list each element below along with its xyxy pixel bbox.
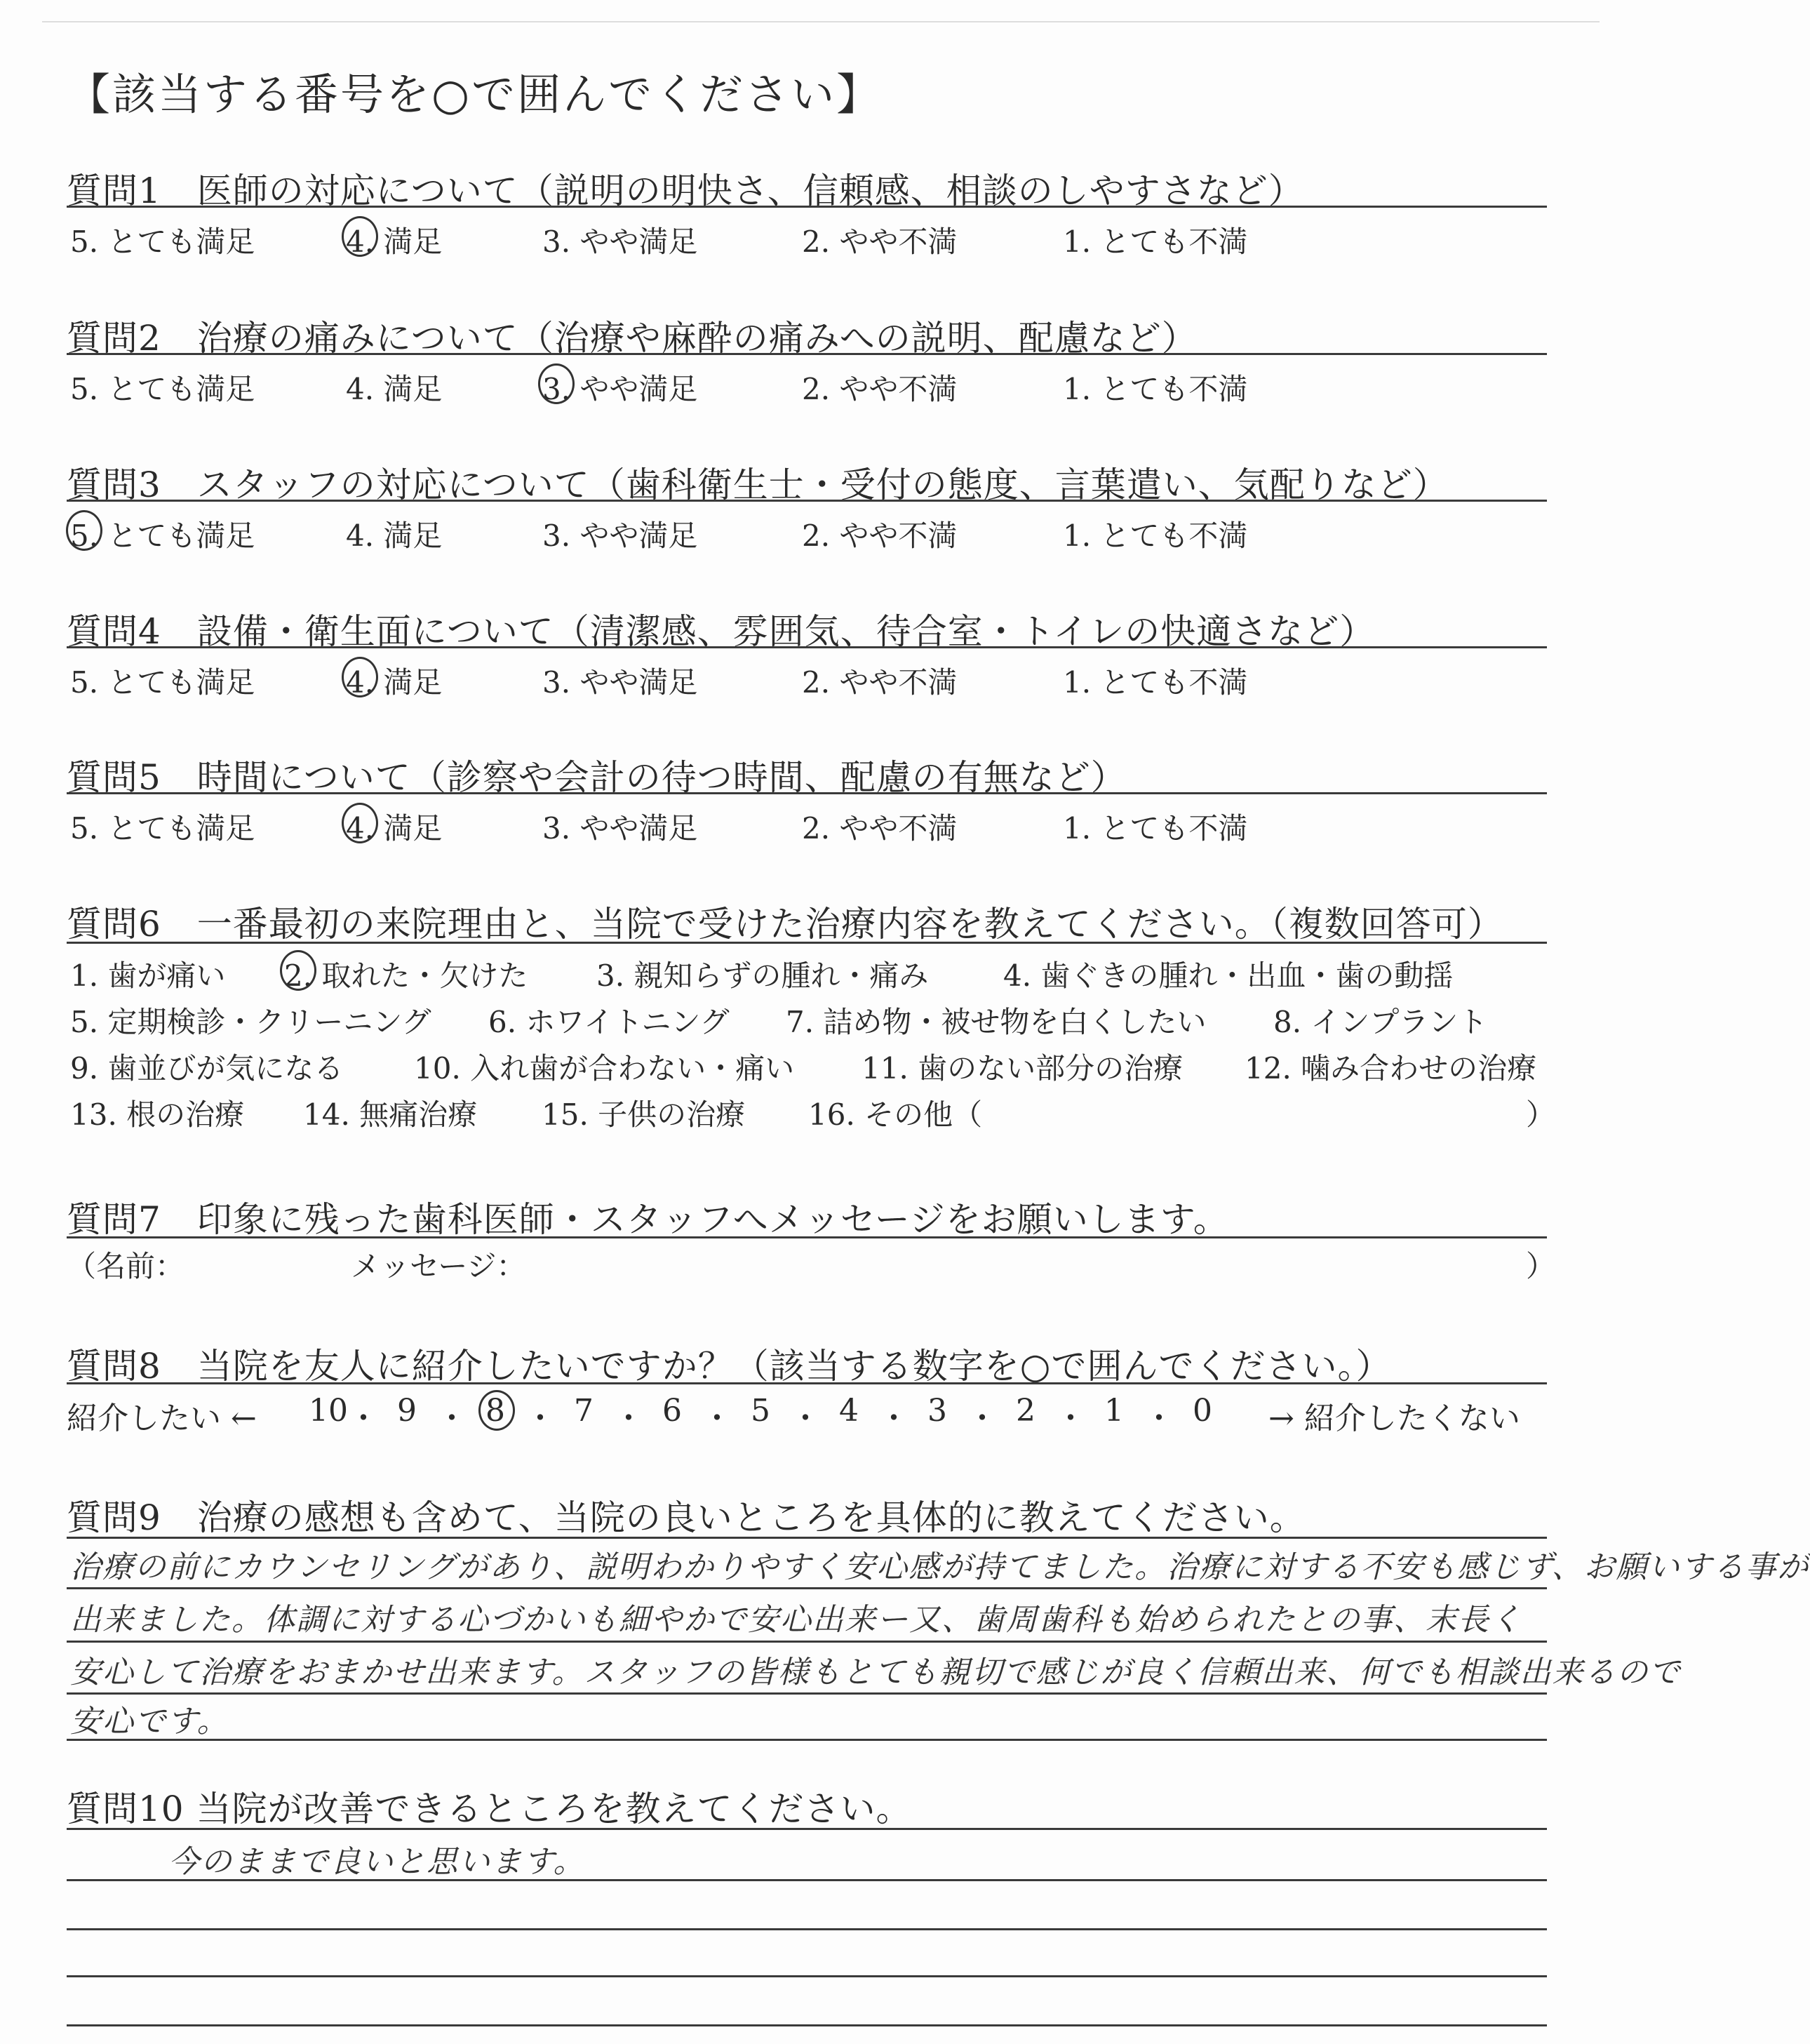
q3-option-5[interactable]: 5. とても満足 bbox=[70, 519, 255, 553]
q8-scale-value-6[interactable]: 6 bbox=[662, 1393, 682, 1429]
q8-scale-separator: ・ bbox=[702, 1401, 732, 1436]
q3-option-3[interactable]: 3. やや満足 bbox=[542, 519, 698, 553]
q7-close: ） bbox=[1526, 1249, 1556, 1283]
q4-option-1[interactable]: 1. とても不満 bbox=[1063, 665, 1248, 700]
q3-title: 質問3 スタッフの対応について（歯科衛生士・受付の態度、言葉遣い、気配りなど） bbox=[67, 465, 1449, 505]
q9-rule-3 bbox=[67, 1641, 1547, 1643]
q5-title: 質問5 時間について（診察や会計の待つ時間、配慮の有無など） bbox=[67, 757, 1127, 798]
q2-option-4[interactable]: 4. 満足 bbox=[346, 372, 443, 406]
q10-answer: 今のままで良いと思います。 bbox=[168, 1844, 586, 1880]
q9-answer-line-4: 安心です。 bbox=[70, 1704, 229, 1739]
q2-option-5[interactable]: 5. とても満足 bbox=[70, 372, 255, 406]
q9-answer-line-1: 治療の前にカウンセリングがあり、説明わかりやすく安心感が持てました。治療に対する不安も感じず、お願いする事が bbox=[70, 1549, 1810, 1585]
q6-option-10[interactable]: 10. 入れ歯が合わない・痛い bbox=[414, 1051, 795, 1086]
q8-scale-value-1[interactable]: 1 bbox=[1104, 1393, 1124, 1429]
q5-option-1[interactable]: 1. とても不満 bbox=[1063, 811, 1248, 846]
q8-scale-value-10[interactable]: 10 bbox=[309, 1393, 348, 1429]
q9-rule-2 bbox=[67, 1587, 1547, 1589]
q8-scale-value-0[interactable]: 0 bbox=[1193, 1393, 1212, 1429]
q10-title: 質問10 当院が改善できるところを教えてください。 bbox=[67, 1789, 912, 1829]
q6-option-8[interactable]: 8. インプラント bbox=[1273, 1005, 1488, 1039]
q2-option-1[interactable]: 1. とても不満 bbox=[1063, 372, 1248, 406]
q1-rule bbox=[67, 206, 1547, 208]
q9-rule-1 bbox=[67, 1537, 1547, 1539]
q4-option-4[interactable]: 4. 満足 bbox=[346, 665, 443, 700]
q8-scale-value-7[interactable]: 7 bbox=[574, 1393, 594, 1429]
q9-answer-line-3: 安心して治療をおまかせ出来ます。スタッフの皆様もとても親切で感じが良く信頼出来、何でも相談出来るので bbox=[70, 1655, 1682, 1690]
q2-title: 質問2 治療の痛みについて（治療や麻酔の痛みへの説明、配慮など） bbox=[67, 318, 1198, 359]
q7-name-label: （名前： bbox=[67, 1249, 185, 1283]
q2-option-3[interactable]: 3. やや満足 bbox=[542, 372, 698, 406]
q7-rule bbox=[67, 1236, 1547, 1238]
q10-rule-4 bbox=[67, 1975, 1547, 1977]
q6-title: 質問6 一番最初の来院理由と、当院で受けた治療内容を教えてください。（複数回答可） bbox=[67, 904, 1503, 944]
q10-rule-3 bbox=[67, 1928, 1547, 1930]
q5-option-5[interactable]: 5. とても満足 bbox=[70, 811, 255, 846]
q8-title: 質問8 当院を友人に紹介したいですか？（該当する数字を○で囲んでください。） bbox=[67, 1346, 1392, 1387]
q6-option-1[interactable]: 1. 歯が痛い bbox=[70, 958, 226, 993]
q9-answer-line-2: 出来ました。体調に対する心づかいも細やかで安心出来ー又、歯周歯科も始められたとの事、末長く bbox=[70, 1602, 1522, 1638]
q8-scale-separator: ・ bbox=[790, 1401, 821, 1436]
q9-title: 質問9 治療の感想も含めて、当院の良いところを具体的に教えてください。 bbox=[67, 1497, 1306, 1538]
q1-option-2[interactable]: 2. やや不満 bbox=[802, 225, 958, 259]
q8-scale-separator: ・ bbox=[613, 1401, 644, 1436]
q8-scale-separator: ・ bbox=[878, 1401, 909, 1436]
q6-option-6[interactable]: 6. ホワイトニング bbox=[488, 1005, 730, 1039]
q6-rule bbox=[67, 942, 1547, 944]
q6-option-12[interactable]: 12. 噛み合わせの治療 bbox=[1245, 1051, 1537, 1086]
q6-option-9[interactable]: 9. 歯並びが気になる bbox=[70, 1051, 344, 1086]
q7-title: 質問7 印象に残った歯科医師・スタッフへメッセージをお願いします。 bbox=[67, 1199, 1229, 1240]
q8-left-label: 紹介したい ← bbox=[67, 1401, 257, 1436]
q4-option-5[interactable]: 5. とても満足 bbox=[70, 665, 255, 700]
q3-rule bbox=[67, 500, 1547, 502]
q8-rule bbox=[67, 1382, 1547, 1384]
q8-scale-value-4[interactable]: 4 bbox=[839, 1393, 859, 1429]
q9-rule-4 bbox=[67, 1692, 1547, 1695]
q8-scale-separator: ・ bbox=[436, 1401, 467, 1436]
q8-scale-value-2[interactable]: 2 bbox=[1016, 1393, 1035, 1429]
q1-title: 質問1 医師の対応について（説明の明快さ、信頼感、相談のしやすさなど） bbox=[67, 171, 1304, 211]
q1-option-1[interactable]: 1. とても不満 bbox=[1063, 225, 1248, 259]
q6-option-11[interactable]: 11. 歯のない部分の治療 bbox=[862, 1051, 1184, 1086]
q4-option-3[interactable]: 3. やや満足 bbox=[542, 665, 698, 700]
q6-option-14[interactable]: 14. 無痛治療 bbox=[303, 1097, 478, 1132]
q8-scale-value-5[interactable]: 5 bbox=[751, 1393, 770, 1429]
q6-option-7[interactable]: 7. 詰め物・被せ物を白くしたい bbox=[786, 1005, 1207, 1039]
q10-rule-1 bbox=[67, 1828, 1547, 1830]
q2-option-2[interactable]: 2. やや不満 bbox=[802, 372, 958, 406]
q4-rule bbox=[67, 646, 1547, 648]
q8-scale-separator: ・ bbox=[525, 1401, 556, 1436]
q6-option-2[interactable]: 2. 取れた・欠けた bbox=[284, 958, 528, 993]
q3-option-1[interactable]: 1. とても不満 bbox=[1063, 519, 1248, 553]
form-title: 【該当する番号を○で囲んでください】 bbox=[67, 69, 883, 120]
q3-option-2[interactable]: 2. やや不満 bbox=[802, 519, 958, 553]
q5-option-2[interactable]: 2. やや不満 bbox=[802, 811, 958, 846]
q6-option-4[interactable]: 4. 歯ぐきの腫れ・出血・歯の動揺 bbox=[1003, 958, 1454, 993]
q6-other-close: ） bbox=[1526, 1097, 1556, 1132]
q6-option-3[interactable]: 3. 親知らずの腫れ・痛み bbox=[596, 958, 929, 993]
q1-option-3[interactable]: 3. やや満足 bbox=[542, 225, 698, 259]
q5-option-3[interactable]: 3. やや満足 bbox=[542, 811, 698, 846]
q2-rule bbox=[67, 353, 1547, 355]
q1-option-5[interactable]: 5. とても満足 bbox=[70, 225, 255, 259]
q8-scale-value-9[interactable]: 9 bbox=[397, 1393, 417, 1429]
q8-scale-separator: ・ bbox=[348, 1401, 379, 1436]
q6-option-16[interactable]: 16. その他（ bbox=[808, 1097, 983, 1132]
q6-option-13[interactable]: 13. 根の治療 bbox=[70, 1097, 245, 1132]
q8-scale-separator: ・ bbox=[967, 1401, 998, 1436]
q8-right-label: → 紹介したくない bbox=[1268, 1401, 1520, 1436]
q6-option-5[interactable]: 5. 定期検診・クリーニング bbox=[70, 1005, 431, 1039]
q5-option-4[interactable]: 4. 満足 bbox=[346, 811, 443, 846]
q7-message-label: メッセージ： bbox=[351, 1249, 526, 1283]
q5-rule bbox=[67, 792, 1547, 794]
q8-scale-value-3[interactable]: 3 bbox=[927, 1393, 947, 1429]
q8-scale-value-8[interactable]: 8 bbox=[485, 1393, 505, 1429]
q4-title: 質問4 設備・衛生面について（清潔感、雰囲気、待合室・トイレの快適さなど） bbox=[67, 611, 1376, 652]
q8-scale-separator: ・ bbox=[1144, 1401, 1174, 1436]
q6-option-15[interactable]: 15. 子供の治療 bbox=[542, 1097, 746, 1132]
q3-option-4[interactable]: 4. 満足 bbox=[346, 519, 443, 553]
top-border bbox=[42, 21, 1600, 22]
q1-option-4[interactable]: 4. 満足 bbox=[346, 225, 443, 259]
q8-scale-separator: ・ bbox=[1055, 1401, 1086, 1436]
q10-rule-5 bbox=[67, 2024, 1547, 2026]
q4-option-2[interactable]: 2. やや不満 bbox=[802, 665, 958, 700]
